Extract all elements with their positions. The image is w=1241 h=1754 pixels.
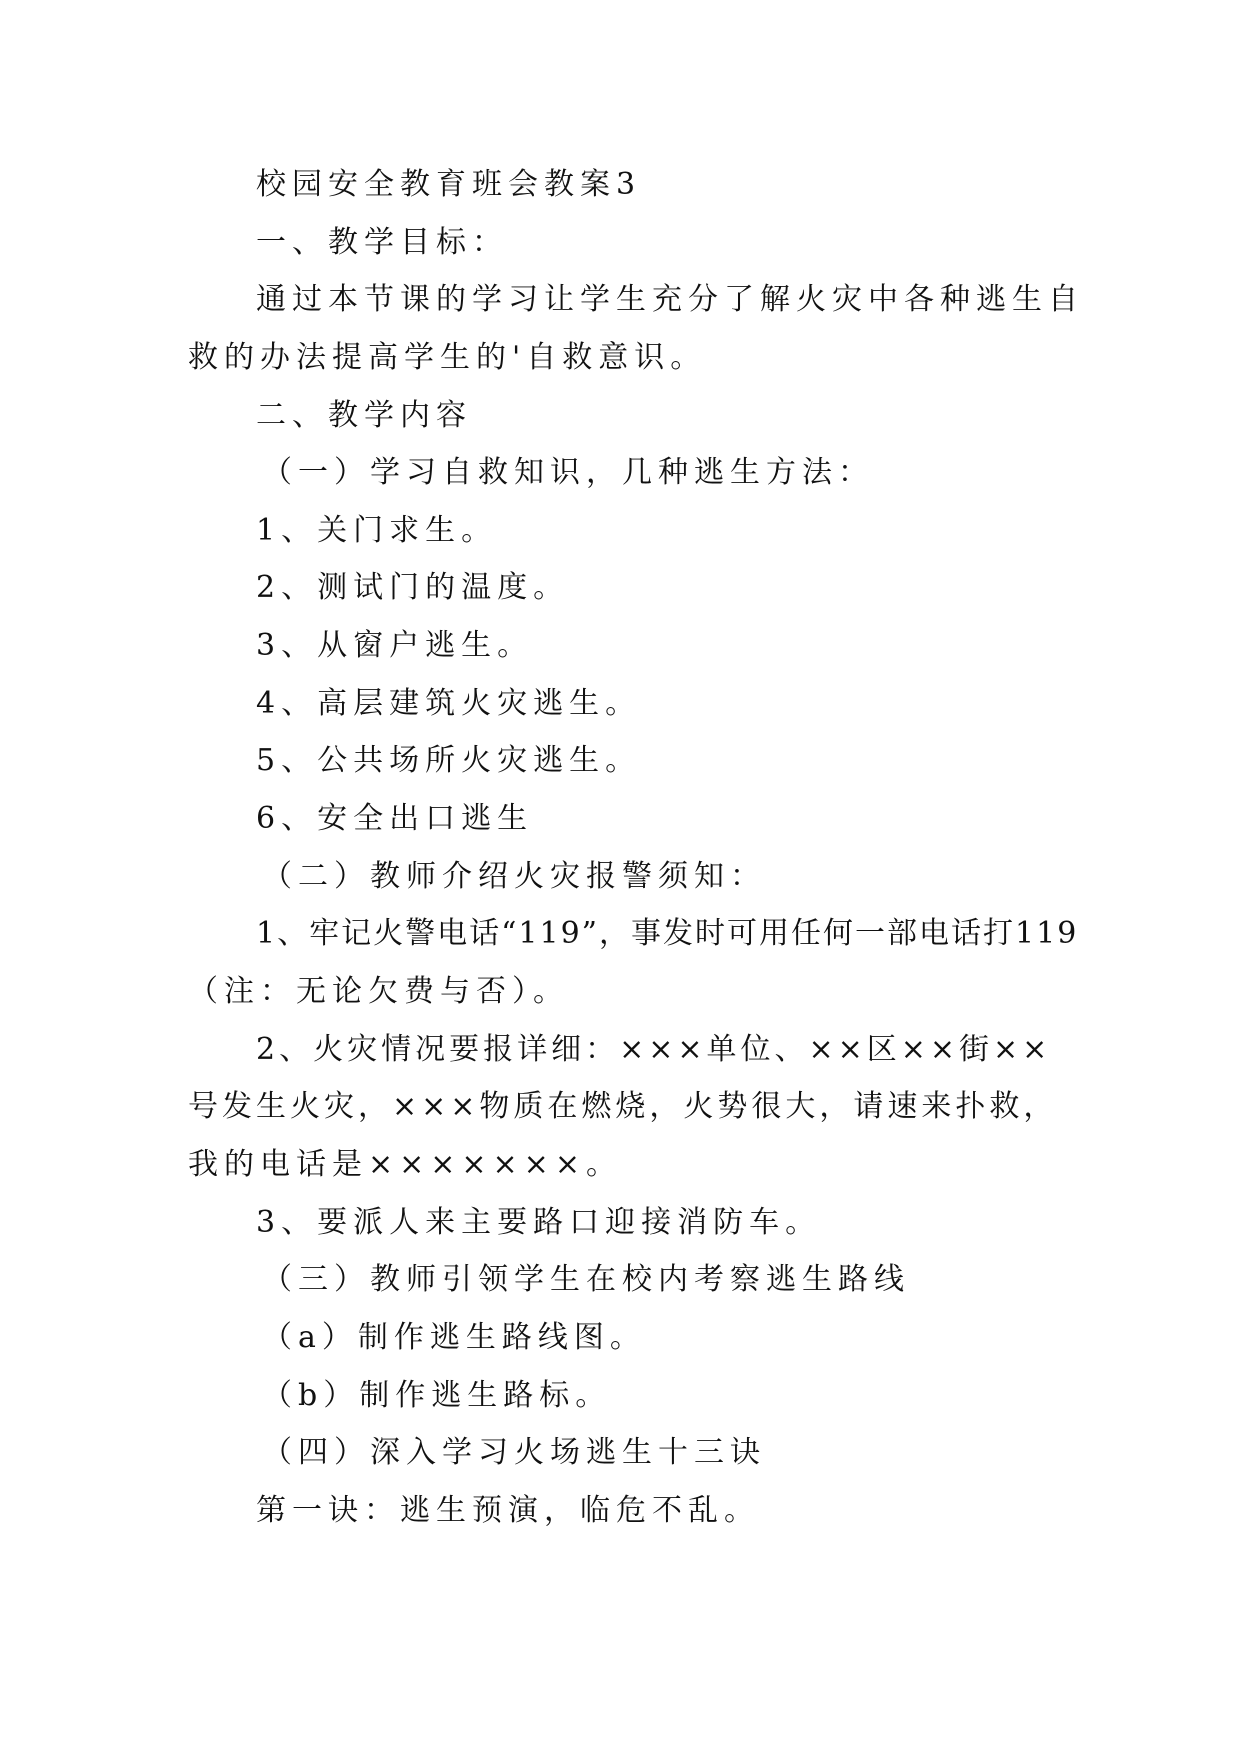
list-item: （a）制作逃生路线图。 <box>262 1320 646 1355</box>
list-item: 6、安全出口逃生 <box>256 801 534 836</box>
subsection-heading: （四）深入学习火场逃生十三诀 <box>262 1435 766 1470</box>
list-item: 2、测试门的温度。 <box>256 570 570 605</box>
list-item: 1、牢记火警电话“119”，事发时可用任何一部电话打119 <box>256 916 1079 951</box>
section-heading: 一、教学目标： <box>256 225 508 260</box>
paragraph-line: 救的办法提高学生的'自救意识。 <box>188 340 707 375</box>
paragraph-line: 通过本节课的学习让学生充分了解火灾中各种逃生自 <box>256 282 1084 317</box>
subsection-heading: （一）学习自救知识，几种逃生方法： <box>262 455 874 490</box>
list-item: （b）制作逃生路标。 <box>262 1378 612 1413</box>
section-heading: 二、教学内容 <box>256 398 472 433</box>
list-item: 2、火灾情况要报详细：×××单位、××区××街×× <box>256 1032 1052 1067</box>
paragraph-line: 第一诀：逃生预演，临危不乱。 <box>256 1493 760 1528</box>
list-item: 4、高层建筑火灾逃生。 <box>256 686 642 721</box>
list-item: 3、从窗户逃生。 <box>256 628 534 663</box>
subsection-heading: （三）教师引领学生在校内考察逃生路线 <box>262 1262 910 1297</box>
list-item: 3、要派人来主要路口迎接消防车。 <box>256 1205 822 1240</box>
subsection-heading: （二）教师介绍火灾报警须知： <box>262 859 766 894</box>
document-title: 校园安全教育班会教案3 <box>256 167 642 202</box>
paragraph-line: （注：无论欠费与否）。 <box>188 974 569 1009</box>
paragraph-line: 号发生火灾，×××物质在燃烧，火势很大，请速来扑救， <box>188 1089 1058 1124</box>
paragraph-line: 我的电话是×××××××。 <box>188 1147 622 1182</box>
list-item: 1、关门求生。 <box>256 513 498 548</box>
list-item: 5、公共场所火灾逃生。 <box>256 743 642 778</box>
